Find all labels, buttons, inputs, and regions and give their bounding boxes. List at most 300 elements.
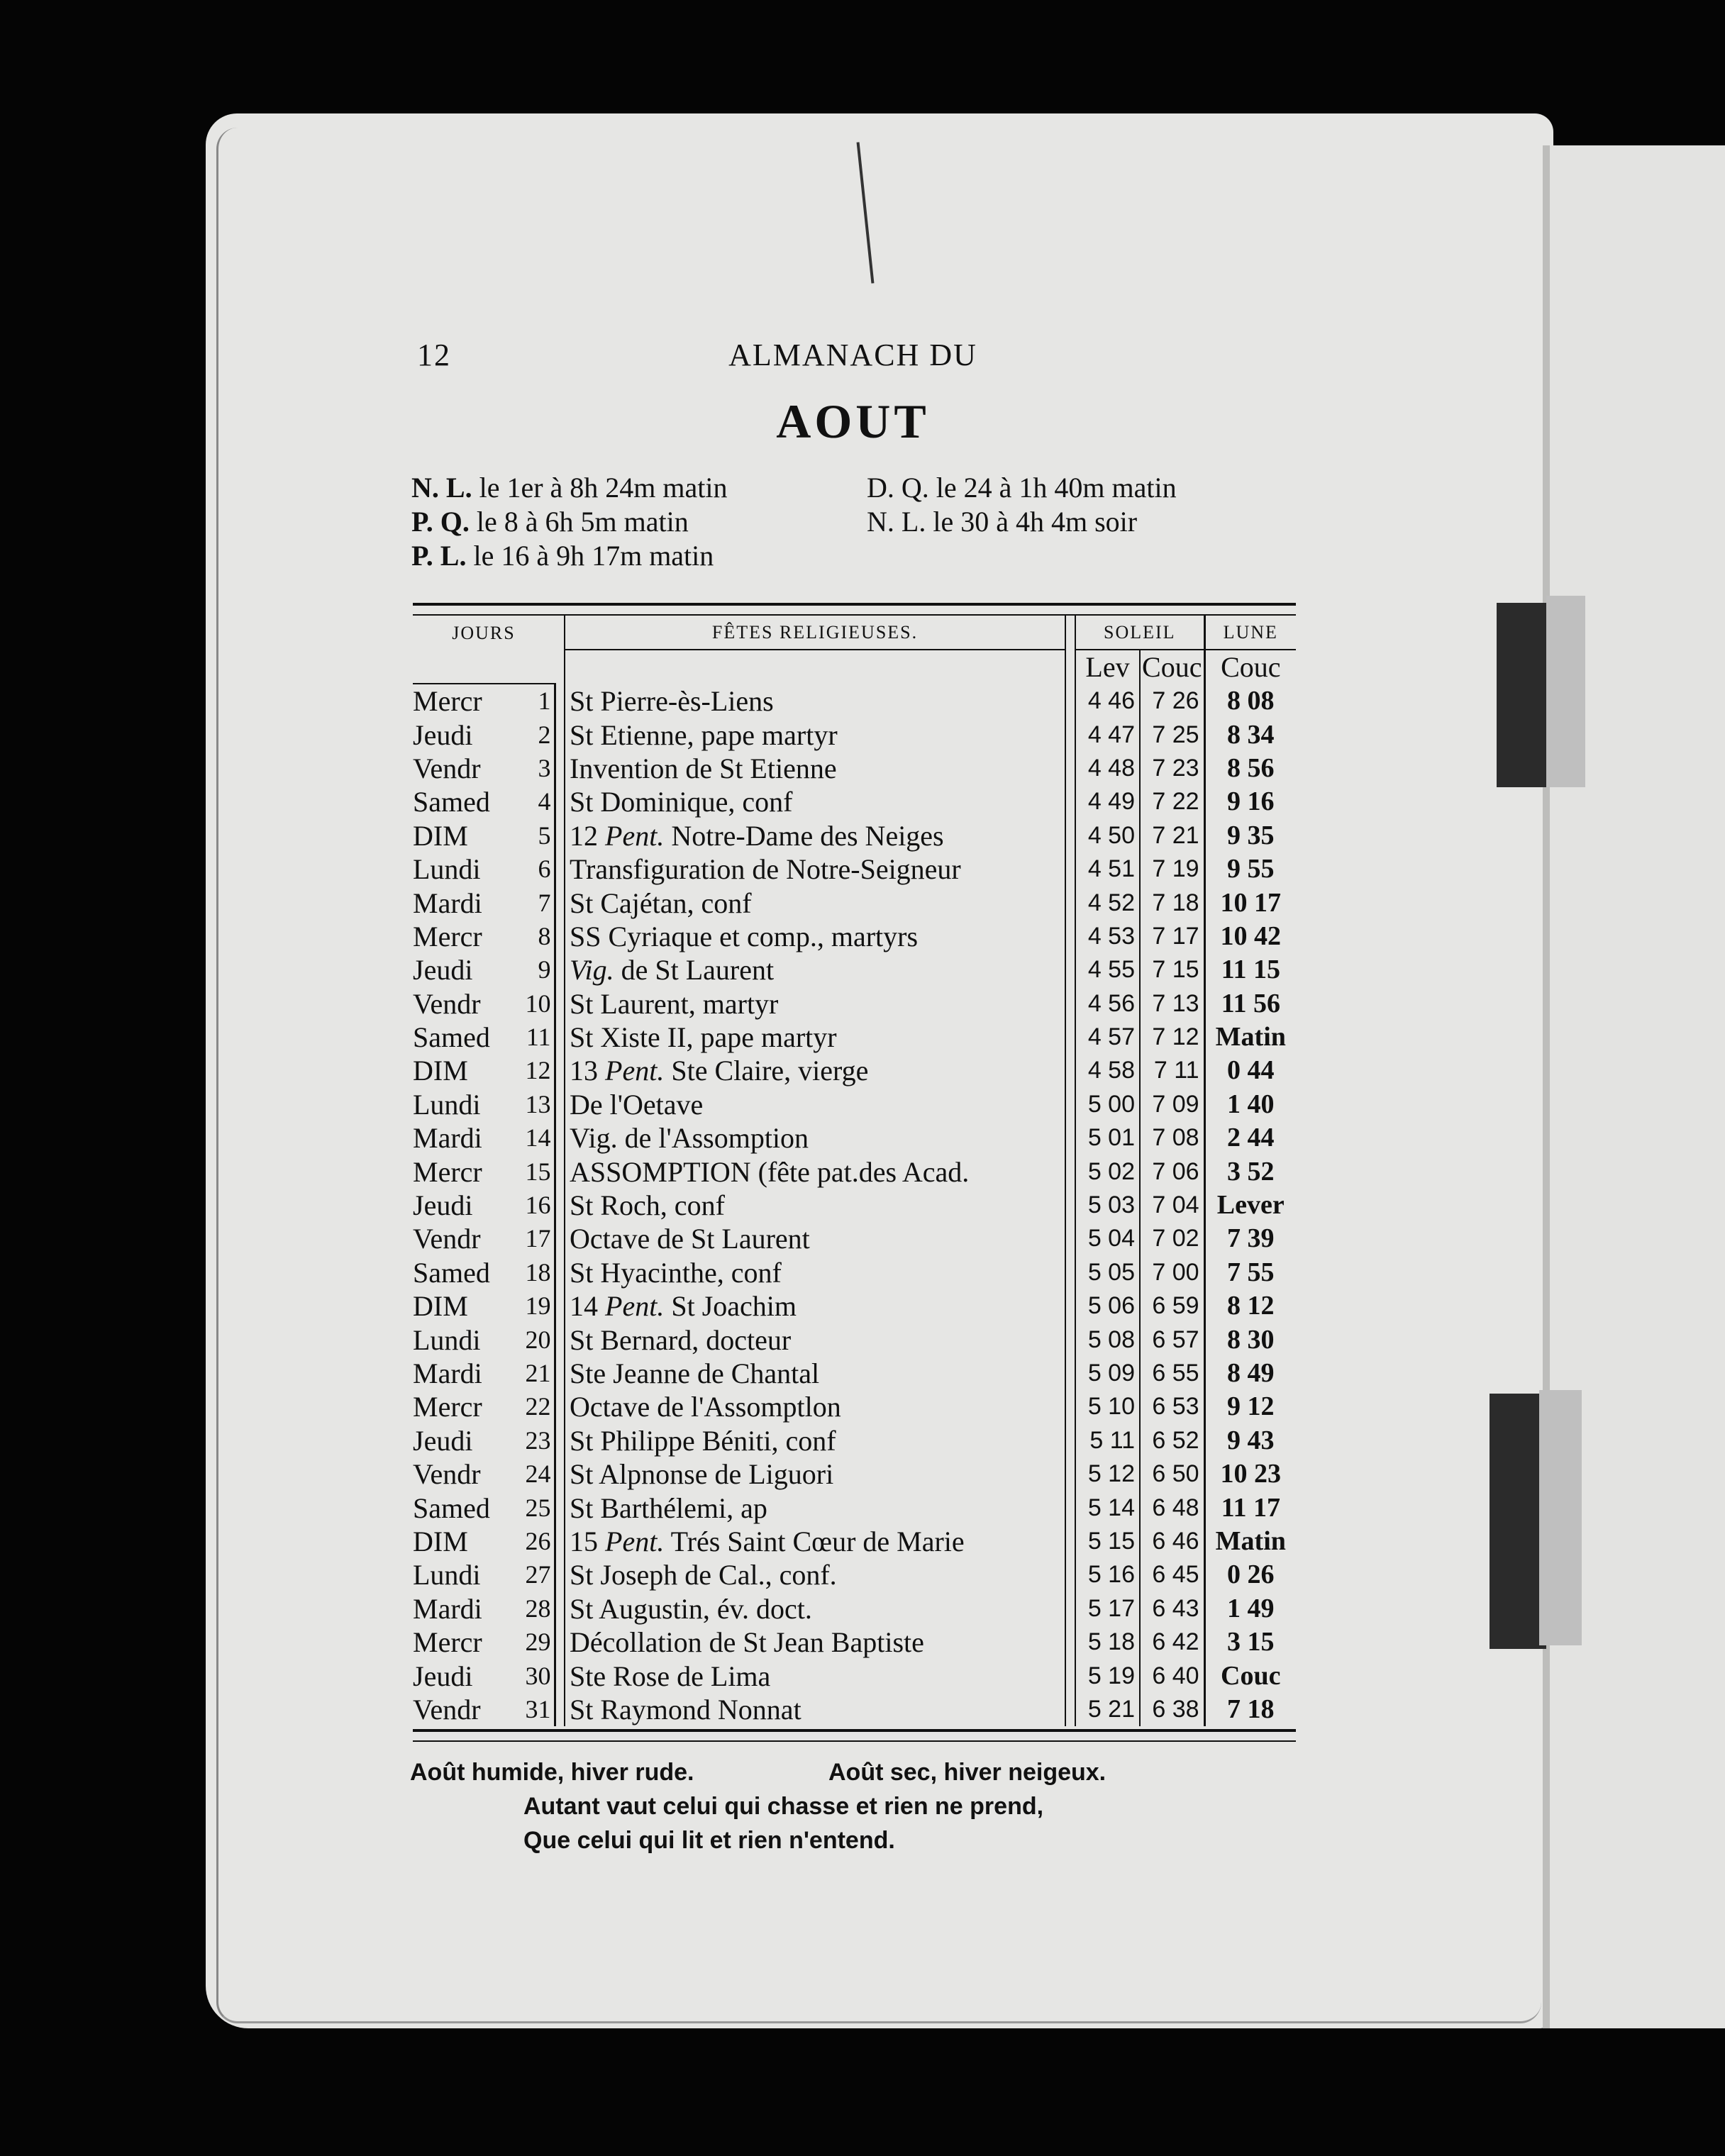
moon-phase	[411, 505, 727, 539]
date-number: 24	[512, 1457, 555, 1491]
sunset: 6 50	[1140, 1457, 1204, 1491]
moon-time: Lever	[1204, 1189, 1296, 1222]
table-row	[413, 1693, 1296, 1726]
moon-phase	[867, 471, 1177, 505]
table-row	[413, 1289, 1296, 1323]
feast-name: De l'Oetave	[570, 1088, 704, 1121]
feast-cell	[565, 1289, 1065, 1323]
feast-cell	[565, 1021, 1065, 1054]
day-name: DIM	[413, 1290, 468, 1323]
moon-phase-abbr: P. L.	[411, 540, 467, 572]
sunset: 6 53	[1140, 1390, 1204, 1423]
moon-time: 9 43	[1204, 1424, 1296, 1457]
feast-name: Octave de St Laurent	[570, 1223, 810, 1255]
sunrise: 4 48	[1075, 752, 1140, 785]
day-name: Mercr	[413, 685, 482, 718]
date-number: 14	[512, 1121, 555, 1155]
feast-cell	[565, 1693, 1065, 1726]
feast-cell	[565, 852, 1065, 886]
day-name: Mercr	[413, 1155, 482, 1188]
table-row	[413, 886, 1296, 919]
table-row	[413, 1054, 1296, 1087]
sunrise: 4 49	[1075, 785, 1140, 818]
moon-phase-abbr: N. L.	[411, 472, 472, 504]
feast-name: St Pierre-ès-Liens	[570, 684, 774, 717]
feast-name: Trés Saint Cœur de Marie	[664, 1525, 965, 1557]
sunset: 7 04	[1140, 1189, 1204, 1222]
calendar-table-wrap	[413, 603, 1296, 1742]
feast-name: St Philippe Béniti, conf	[570, 1424, 836, 1457]
sunset: 6 40	[1140, 1659, 1204, 1692]
moon-time: 7 39	[1204, 1222, 1296, 1255]
moon-phase-text: le 16 à 9h 17m matin	[473, 540, 714, 572]
feast-cell	[565, 785, 1065, 818]
day-name: Mercr	[413, 1626, 482, 1659]
feast-cell	[565, 1558, 1065, 1591]
date-number: 5	[512, 819, 555, 852]
sunrise: 5 21	[1075, 1693, 1140, 1726]
feast-cell	[565, 718, 1065, 751]
day-name: Jeudi	[413, 1424, 473, 1457]
moon-time: 3 15	[1204, 1626, 1296, 1659]
feast-cell	[565, 1424, 1065, 1457]
sunrise: 5 08	[1075, 1323, 1140, 1356]
moon-phase-abbr: P. Q.	[411, 506, 470, 538]
date-number: 6	[512, 852, 555, 886]
day-name: DIM	[413, 1525, 468, 1557]
sunrise: 5 04	[1075, 1222, 1140, 1255]
table-row	[413, 819, 1296, 852]
feast-name: St Xiste II, pape martyr	[570, 1021, 837, 1054]
day-name: Jeudi	[413, 1189, 473, 1222]
proverb-line-2: Autant vaut celui qui chasse et rien ne prend,	[523, 1793, 1044, 1820]
feast-name: St Joseph de Cal., conf.	[570, 1559, 837, 1591]
day-name: Samed	[413, 786, 490, 818]
feast-name: St Cajétan, conf	[570, 887, 752, 919]
feast-name: SS Cyriaque et comp., martyrs	[570, 920, 919, 952]
sunset: 7 00	[1140, 1256, 1204, 1289]
table-row	[413, 852, 1296, 886]
feast-name: de St Laurent	[614, 954, 775, 987]
sunset: 6 55	[1140, 1357, 1204, 1390]
sunset: 7 13	[1140, 987, 1204, 1021]
feast-italic: Pent.	[605, 1525, 665, 1557]
date-number: 21	[512, 1357, 555, 1390]
day-name: Vendr	[413, 987, 481, 1020]
feast-cell	[565, 1626, 1065, 1659]
sunrise: 5 14	[1075, 1491, 1140, 1524]
date-number: 20	[512, 1323, 555, 1356]
sunset: 7 19	[1140, 852, 1204, 886]
feast-cell	[565, 1054, 1065, 1087]
sunrise: 5 00	[1075, 1088, 1140, 1121]
feast-name: St Augustin, év. doct.	[570, 1592, 812, 1625]
day-name: Mardi	[413, 1357, 482, 1389]
table-row	[413, 1189, 1296, 1222]
table-row	[413, 1558, 1296, 1591]
feast-name: St Roch, conf	[570, 1189, 725, 1222]
sunrise: 4 55	[1075, 953, 1140, 987]
moon-phase-text: le 1er à 8h 24m matin	[479, 472, 728, 504]
sunset: 7 11	[1140, 1054, 1204, 1087]
sunrise: 4 53	[1075, 920, 1140, 953]
feast-prefix: 15	[570, 1525, 606, 1557]
table-row	[413, 1121, 1296, 1155]
moon-phase	[411, 471, 727, 505]
moon-phase-abbr: D. Q.	[867, 472, 929, 504]
feast-cell	[565, 953, 1065, 987]
date-number: 11	[512, 1021, 555, 1054]
table-row	[413, 1021, 1296, 1054]
date-number: 9	[512, 953, 555, 987]
feast-prefix: 14	[570, 1290, 606, 1323]
day-name: Mercr	[413, 1391, 482, 1423]
day-name: Samed	[413, 1021, 490, 1054]
feast-cell	[565, 1457, 1065, 1491]
right-page	[1550, 145, 1725, 2028]
feast-cell	[565, 1323, 1065, 1356]
moon-time: 8 56	[1204, 752, 1296, 785]
date-number: 18	[512, 1256, 555, 1289]
moon-time: 9 35	[1204, 819, 1296, 852]
table-row	[413, 1424, 1296, 1457]
day-name: Jeudi	[413, 954, 473, 987]
sunset: 7 06	[1140, 1155, 1204, 1188]
table-row	[413, 684, 1296, 718]
feast-cell	[565, 1491, 1065, 1524]
feast-cell	[565, 1121, 1065, 1155]
month-title: AOUT	[776, 394, 930, 448]
book-fold	[1543, 145, 1550, 2028]
day-name: Vendr	[413, 1223, 481, 1255]
feast-cell	[565, 1659, 1065, 1692]
proverb-line-3: Que celui qui lit et rien n'entend.	[523, 1827, 895, 1854]
page-number: 12	[417, 338, 451, 372]
table-subheader-row	[413, 650, 1296, 684]
moon-time: Couc	[1204, 1659, 1296, 1692]
date-number: 3	[512, 752, 555, 785]
table-row	[413, 718, 1296, 751]
table-row	[413, 953, 1296, 987]
moon-time: 9 12	[1204, 1390, 1296, 1423]
moon-phase-text: le 24 à 1h 40m matin	[936, 472, 1177, 504]
date-number: 27	[512, 1558, 555, 1591]
date-number: 19	[512, 1289, 555, 1323]
binding-tape-bottom	[1539, 1390, 1582, 1645]
sunrise: 5 01	[1075, 1121, 1140, 1155]
binding-damage-top	[1497, 603, 1546, 787]
moon-phases-right	[867, 471, 1177, 539]
day-name: Vendr	[413, 1693, 481, 1726]
table-row	[413, 1390, 1296, 1423]
sunset: 7 18	[1140, 886, 1204, 919]
moon-time: Matin	[1204, 1021, 1296, 1054]
sunrise: 5 18	[1075, 1626, 1140, 1659]
feast-name: ASSOMPTION (fête pat.des Acad.	[570, 1155, 970, 1188]
moon-phase-text: le 30 à 4h 4m soir	[933, 506, 1138, 538]
sunset: 7 21	[1140, 819, 1204, 852]
feast-prefix: 13	[570, 1055, 606, 1087]
sunrise: 5 19	[1075, 1659, 1140, 1692]
moon-phase-abbr: N. L.	[867, 506, 926, 538]
calendar-table	[413, 616, 1296, 1726]
moon-time: 0 26	[1204, 1558, 1296, 1591]
header-lune: LUNE	[1204, 616, 1296, 650]
table-row	[413, 1457, 1296, 1491]
day-name: Lundi	[413, 853, 481, 886]
feast-italic: Pent.	[605, 1055, 665, 1087]
moon-time: 9 55	[1204, 852, 1296, 886]
table-row	[413, 752, 1296, 785]
moon-time: 10 42	[1204, 920, 1296, 953]
feast-cell	[565, 1592, 1065, 1626]
sunset: 7 15	[1140, 953, 1204, 987]
feast-cell	[565, 987, 1065, 1021]
feast-prefix: 12	[570, 819, 606, 852]
moon-phases-left	[411, 471, 727, 573]
proverbs	[410, 1755, 1332, 1857]
moon-time: 10 23	[1204, 1457, 1296, 1491]
feast-cell	[565, 1088, 1065, 1121]
day-name: Jeudi	[413, 718, 473, 751]
feast-name: St Alpnonse de Liguori	[570, 1458, 834, 1491]
date-number: 13	[512, 1088, 555, 1121]
table-row	[413, 1659, 1296, 1692]
header-soleil: SOLEIL	[1075, 616, 1204, 650]
sunrise: 4 51	[1075, 852, 1140, 886]
date-number: 10	[512, 987, 555, 1021]
sunset: 6 48	[1140, 1491, 1204, 1524]
feast-name: St Joachim	[664, 1290, 797, 1323]
sunrise: 4 57	[1075, 1021, 1140, 1054]
sunrise: 4 58	[1075, 1054, 1140, 1087]
sunrise: 5 12	[1075, 1457, 1140, 1491]
date-number: 8	[512, 920, 555, 953]
feast-name: Octave de l'Assomptlon	[570, 1391, 841, 1423]
day-name: Samed	[413, 1491, 490, 1524]
feast-italic: Vig.	[570, 954, 614, 987]
sunset: 6 59	[1140, 1289, 1204, 1323]
table-bottom-rule	[413, 1729, 1296, 1742]
feast-name: Ste Claire, vierge	[664, 1055, 869, 1087]
moon-time: 11 56	[1204, 987, 1296, 1021]
feast-cell	[565, 684, 1065, 718]
table-header-row	[413, 616, 1296, 650]
date-number: 26	[512, 1525, 555, 1558]
day-name: Mercr	[413, 920, 482, 952]
date-number: 4	[512, 785, 555, 818]
feast-name: St Dominique, conf	[570, 786, 793, 818]
sunrise: 5 03	[1075, 1189, 1140, 1222]
sunset: 7 12	[1140, 1021, 1204, 1054]
moon-time: 11 17	[1204, 1491, 1296, 1524]
sunrise: 5 15	[1075, 1525, 1140, 1558]
feast-cell	[565, 1525, 1065, 1558]
feast-cell	[565, 1155, 1065, 1188]
moon-time: 8 34	[1204, 718, 1296, 751]
header-jours: JOURS	[452, 622, 516, 643]
date-number: 30	[512, 1659, 555, 1692]
feast-name: St Bernard, docteur	[570, 1323, 792, 1356]
date-number: 1	[512, 684, 555, 718]
moon-time: 10 17	[1204, 886, 1296, 919]
moon-time: Matin	[1204, 1525, 1296, 1558]
date-number: 17	[512, 1222, 555, 1255]
sunset: 6 45	[1140, 1558, 1204, 1591]
binding-damage-bottom	[1490, 1394, 1546, 1649]
sunset: 7 23	[1140, 752, 1204, 785]
sunset: 7 09	[1140, 1088, 1204, 1121]
header-moon-couc: Couc	[1204, 650, 1296, 684]
feast-name: St Raymond Nonnat	[570, 1693, 802, 1726]
header-lev: Lev	[1075, 650, 1140, 684]
day-name: Mardi	[413, 1122, 482, 1155]
sunrise: 4 47	[1075, 718, 1140, 751]
table-row	[413, 987, 1296, 1021]
table-row	[413, 1088, 1296, 1121]
date-number: 23	[512, 1424, 555, 1457]
moon-phase	[867, 505, 1177, 539]
table-row	[413, 1491, 1296, 1524]
proverb-left: Août humide, hiver rude.	[410, 1759, 694, 1786]
sunset: 6 43	[1140, 1592, 1204, 1626]
sunset: 7 22	[1140, 785, 1204, 818]
sunset: 6 52	[1140, 1424, 1204, 1457]
sunrise: 5 05	[1075, 1256, 1140, 1289]
feast-cell	[565, 1390, 1065, 1423]
table-row	[413, 1592, 1296, 1626]
date-number: 25	[512, 1491, 555, 1524]
feast-name: St Barthélemi, ap	[570, 1491, 767, 1524]
day-name: Jeudi	[413, 1660, 473, 1692]
page-header	[411, 337, 1294, 379]
proverb-right: Août sec, hiver neigeux.	[828, 1759, 1106, 1786]
sunrise: 5 02	[1075, 1155, 1140, 1188]
day-name: Lundi	[413, 1088, 481, 1121]
sunset: 6 42	[1140, 1626, 1204, 1659]
feast-name: Décollation de St Jean Baptiste	[570, 1626, 924, 1659]
moon-time: 8 12	[1204, 1289, 1296, 1323]
sunrise: 5 11	[1075, 1424, 1140, 1457]
feast-name: Notre-Dame des Neiges	[664, 819, 944, 852]
table-row	[413, 1256, 1296, 1289]
sunset: 7 17	[1140, 920, 1204, 953]
sunset: 7 08	[1140, 1121, 1204, 1155]
feast-name: St Hyacinthe, conf	[570, 1256, 782, 1289]
date-number: 2	[512, 718, 555, 751]
table-row	[413, 1357, 1296, 1390]
day-name: Lundi	[413, 1323, 481, 1356]
feast-name: Ste Jeanne de Chantal	[570, 1357, 820, 1389]
day-name: DIM	[413, 819, 468, 852]
feast-italic: Pent.	[605, 819, 665, 852]
moon-time: 3 52	[1204, 1155, 1296, 1188]
sunset: 6 46	[1140, 1525, 1204, 1558]
feast-name: Transfiguration de Notre-Seigneur	[570, 853, 961, 886]
moon-time: 8 49	[1204, 1357, 1296, 1390]
sunset: 6 38	[1140, 1693, 1204, 1726]
table-row	[413, 1323, 1296, 1356]
moon-phase	[411, 539, 727, 573]
table-row	[413, 1626, 1296, 1659]
sunrise: 5 17	[1075, 1592, 1140, 1626]
moon-time: 8 30	[1204, 1323, 1296, 1356]
feast-cell	[565, 1357, 1065, 1390]
moon-time: 1 40	[1204, 1088, 1296, 1121]
running-head: ALMANACH DU	[728, 338, 977, 372]
header-fetes: FÊTES RELIGIEUSES.	[565, 616, 1065, 650]
sunrise: 5 06	[1075, 1289, 1140, 1323]
sunrise: 4 46	[1075, 684, 1140, 718]
day-name: Mardi	[413, 887, 482, 919]
sunrise: 5 09	[1075, 1357, 1140, 1390]
binding-tape-top	[1546, 596, 1585, 787]
date-number: 28	[512, 1592, 555, 1626]
date-number: 16	[512, 1189, 555, 1222]
sunrise: 5 10	[1075, 1390, 1140, 1423]
sunrise: 4 52	[1075, 886, 1140, 919]
feast-cell	[565, 886, 1065, 919]
day-name: Lundi	[413, 1559, 481, 1591]
feast-cell	[565, 1222, 1065, 1255]
table-row	[413, 1222, 1296, 1255]
sunset: 7 25	[1140, 718, 1204, 751]
day-name: DIM	[413, 1055, 468, 1087]
moon-time: 7 18	[1204, 1693, 1296, 1726]
date-number: 31	[512, 1693, 555, 1726]
header-couc: Couc	[1140, 650, 1204, 684]
moon-time: 9 16	[1204, 785, 1296, 818]
table-row	[413, 920, 1296, 953]
sunset: 6 57	[1140, 1323, 1204, 1356]
sunrise: 4 56	[1075, 987, 1140, 1021]
day-name: Vendr	[413, 752, 481, 784]
day-name: Vendr	[413, 1458, 481, 1491]
table-row	[413, 785, 1296, 818]
table-row	[413, 1525, 1296, 1558]
moon-time: 8 08	[1204, 684, 1296, 718]
moon-time: 11 15	[1204, 953, 1296, 987]
sunset: 7 26	[1140, 684, 1204, 718]
date-number: 7	[512, 886, 555, 919]
sunset: 7 02	[1140, 1222, 1204, 1255]
moon-phase-text: le 8 à 6h 5m matin	[476, 506, 689, 538]
sunrise: 4 50	[1075, 819, 1140, 852]
moon-time: 1 49	[1204, 1592, 1296, 1626]
feast-cell	[565, 920, 1065, 953]
sunrise: 5 16	[1075, 1558, 1140, 1591]
feast-cell	[565, 1189, 1065, 1222]
feast-italic: Pent.	[605, 1290, 665, 1323]
day-name: Mardi	[413, 1592, 482, 1625]
feast-name: St Etienne, pape martyr	[570, 718, 838, 751]
feast-name: Vig. de l'Assomption	[570, 1122, 809, 1155]
table-row	[413, 1155, 1296, 1188]
feast-cell	[565, 752, 1065, 785]
feast-name: Ste Rose de Lima	[570, 1660, 771, 1692]
day-name: Samed	[413, 1256, 490, 1289]
feast-cell	[565, 1256, 1065, 1289]
feast-name: St Laurent, martyr	[570, 987, 779, 1020]
table-top-rule	[413, 603, 1296, 616]
date-number: 15	[512, 1155, 555, 1188]
date-number: 22	[512, 1390, 555, 1423]
moon-time: 7 55	[1204, 1256, 1296, 1289]
date-number: 29	[512, 1626, 555, 1659]
feast-cell	[565, 819, 1065, 852]
feast-name: Invention de St Etienne	[570, 752, 837, 784]
date-number: 12	[512, 1054, 555, 1087]
